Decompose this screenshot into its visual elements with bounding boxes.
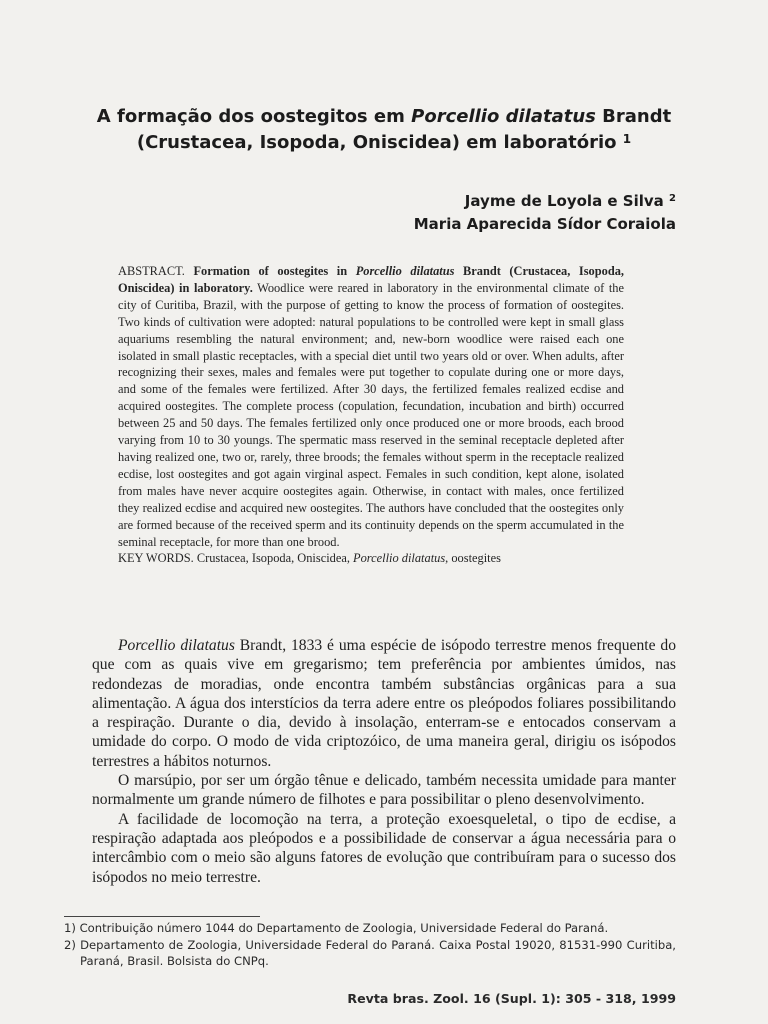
keywords-text: KEY WORDS. Crustacea, Isopoda, Oniscidea,	[118, 551, 354, 566]
abstract-body	[118, 263, 624, 550]
footnotes	[64, 920, 676, 970]
abstract-heading-text: Formation of oostegites in	[193, 264, 356, 278]
footnote: 2) Departamento de Zoologia, Universidade Federal do Paraná. Caixa Postal 19020, 81531-990 Curitiba, Paraná, Brasil. Bolsista do CNPq.	[64, 937, 676, 968]
body-text	[92, 636, 676, 887]
title-line-1	[60, 104, 708, 130]
title-footnote-mark: 1	[622, 132, 632, 146]
keywords	[118, 550, 624, 567]
title-line-2	[60, 130, 708, 156]
abstract-label: ABSTRACT.	[118, 264, 194, 278]
title-species-name: Porcellio dilatatus	[411, 106, 596, 127]
paragraph: O marsúpio, por ser um órgão tênue e delicado, também necessita umidade para manter normalmente um grande número de filhotes e para possibilitar o pleno desenvolvimento.	[92, 772, 676, 809]
paragraph	[92, 636, 676, 771]
keywords-species: Porcellio dilatatus	[353, 551, 446, 566]
author-name: Jayme de Loyola e Silva	[464, 192, 664, 210]
author-footnote-mark: 2	[669, 193, 676, 204]
title-text: Brandt	[595, 106, 672, 127]
author	[414, 213, 676, 236]
title-text: (Crustacea, Isopoda, Oniscidea) em laboratório	[136, 132, 617, 153]
journal-citation: Revta bras. Zool. 16 (Supl. 1): 305 - 318, 1999	[347, 991, 676, 1006]
abstract-heading-species: Porcellio dilatatus	[355, 264, 455, 278]
title-text: A formação dos oostegitos em	[96, 106, 412, 127]
abstract	[118, 263, 624, 567]
footnote: 1) Contribuição número 1044 do Departamento de Zoologia, Universidade Federal do Paraná.	[64, 921, 609, 935]
author-name: Maria Aparecida Sídor Coraiola	[413, 215, 676, 233]
species-name: Porcellio dilatatus	[118, 637, 235, 654]
paragraph: A facilidade de locomoção na terra, a proteção exoesqueletal, o tipo de ecdise, a respiração adaptada aos pleópodos e a possibilidade de conservar a água necessária para o intercâmbio com o meio são alguns fatores de evolução que contribuíram para o sucesso dos isópodos no meio terrestre.	[92, 810, 676, 886]
abstract-text: Woodlice were reared in laboratory in the environmental climate of the city of Curitiba, Brazil, with the purpose of getting to know the process of formation of oostegites. Two kinds of cultivation were adopted: natural populations to be controlled were kept in small glass aquariums resembling the natural environment; and, new-born woodlice were raised each one isolated in small plastic receptacles, with a special diet until two years old or over. When adults, after recognizing their sexes, males and females were put together to copulate during one or more days, and some of the females were fertilized. After 30 days, the fertilized females realized ecdise and acquired oostegites. The complete process (copulation, fecundation, incubation and birth) occurred between 25 and 50 days. The females fertilized only once produced one or more broods, each brood varying from 10 to 30 youngs. The spermatic mass reserved in the seminal receptacle depleted after having realized one, two or, rarely, three broods; the females without sperm in the receptacle realized ecdise, lost oostegites and got again virginal aspect. Females in such condition, kept alone, isolated from males have never acquire oostegites again. Otherwise, in contact with males, once fertilized they realized ecdise and acquired new oostegites. The authors have concluded that the oostegites only are formed because of the received sperm and its continuity depends on the sperm accumulated in the seminal receptacle, for more than one brood.	[118, 280, 624, 549]
paragraph-text: Brandt, 1833 é uma espécie de isópodo terrestre menos frequente do que com as quais vive em gregarismo; tem preferência por ambientes úmidos, nas redondezas de moradias, onde encontra também substâncias orgânicas para a sua alimentação. A água dos interstícios da terra adere entre os pleópodos foliares possibilitando a respiração. Durante o dia, devido à insolação, enterram-se e entocados conservam a umidade do corpo. O modo de vida criptozóico, de uma maneira geral, dirigiu os isópodos terrestres a hábitos noturnos.	[92, 637, 676, 770]
author	[414, 190, 676, 213]
footnote-divider	[64, 916, 260, 917]
keywords-text: , oostegites	[445, 551, 501, 566]
author-list	[414, 190, 676, 236]
abstract-heading-text: Brandt (Crustacea, Isopoda, Oniscidea) in laboratory.	[118, 264, 625, 295]
article-title	[60, 104, 708, 156]
